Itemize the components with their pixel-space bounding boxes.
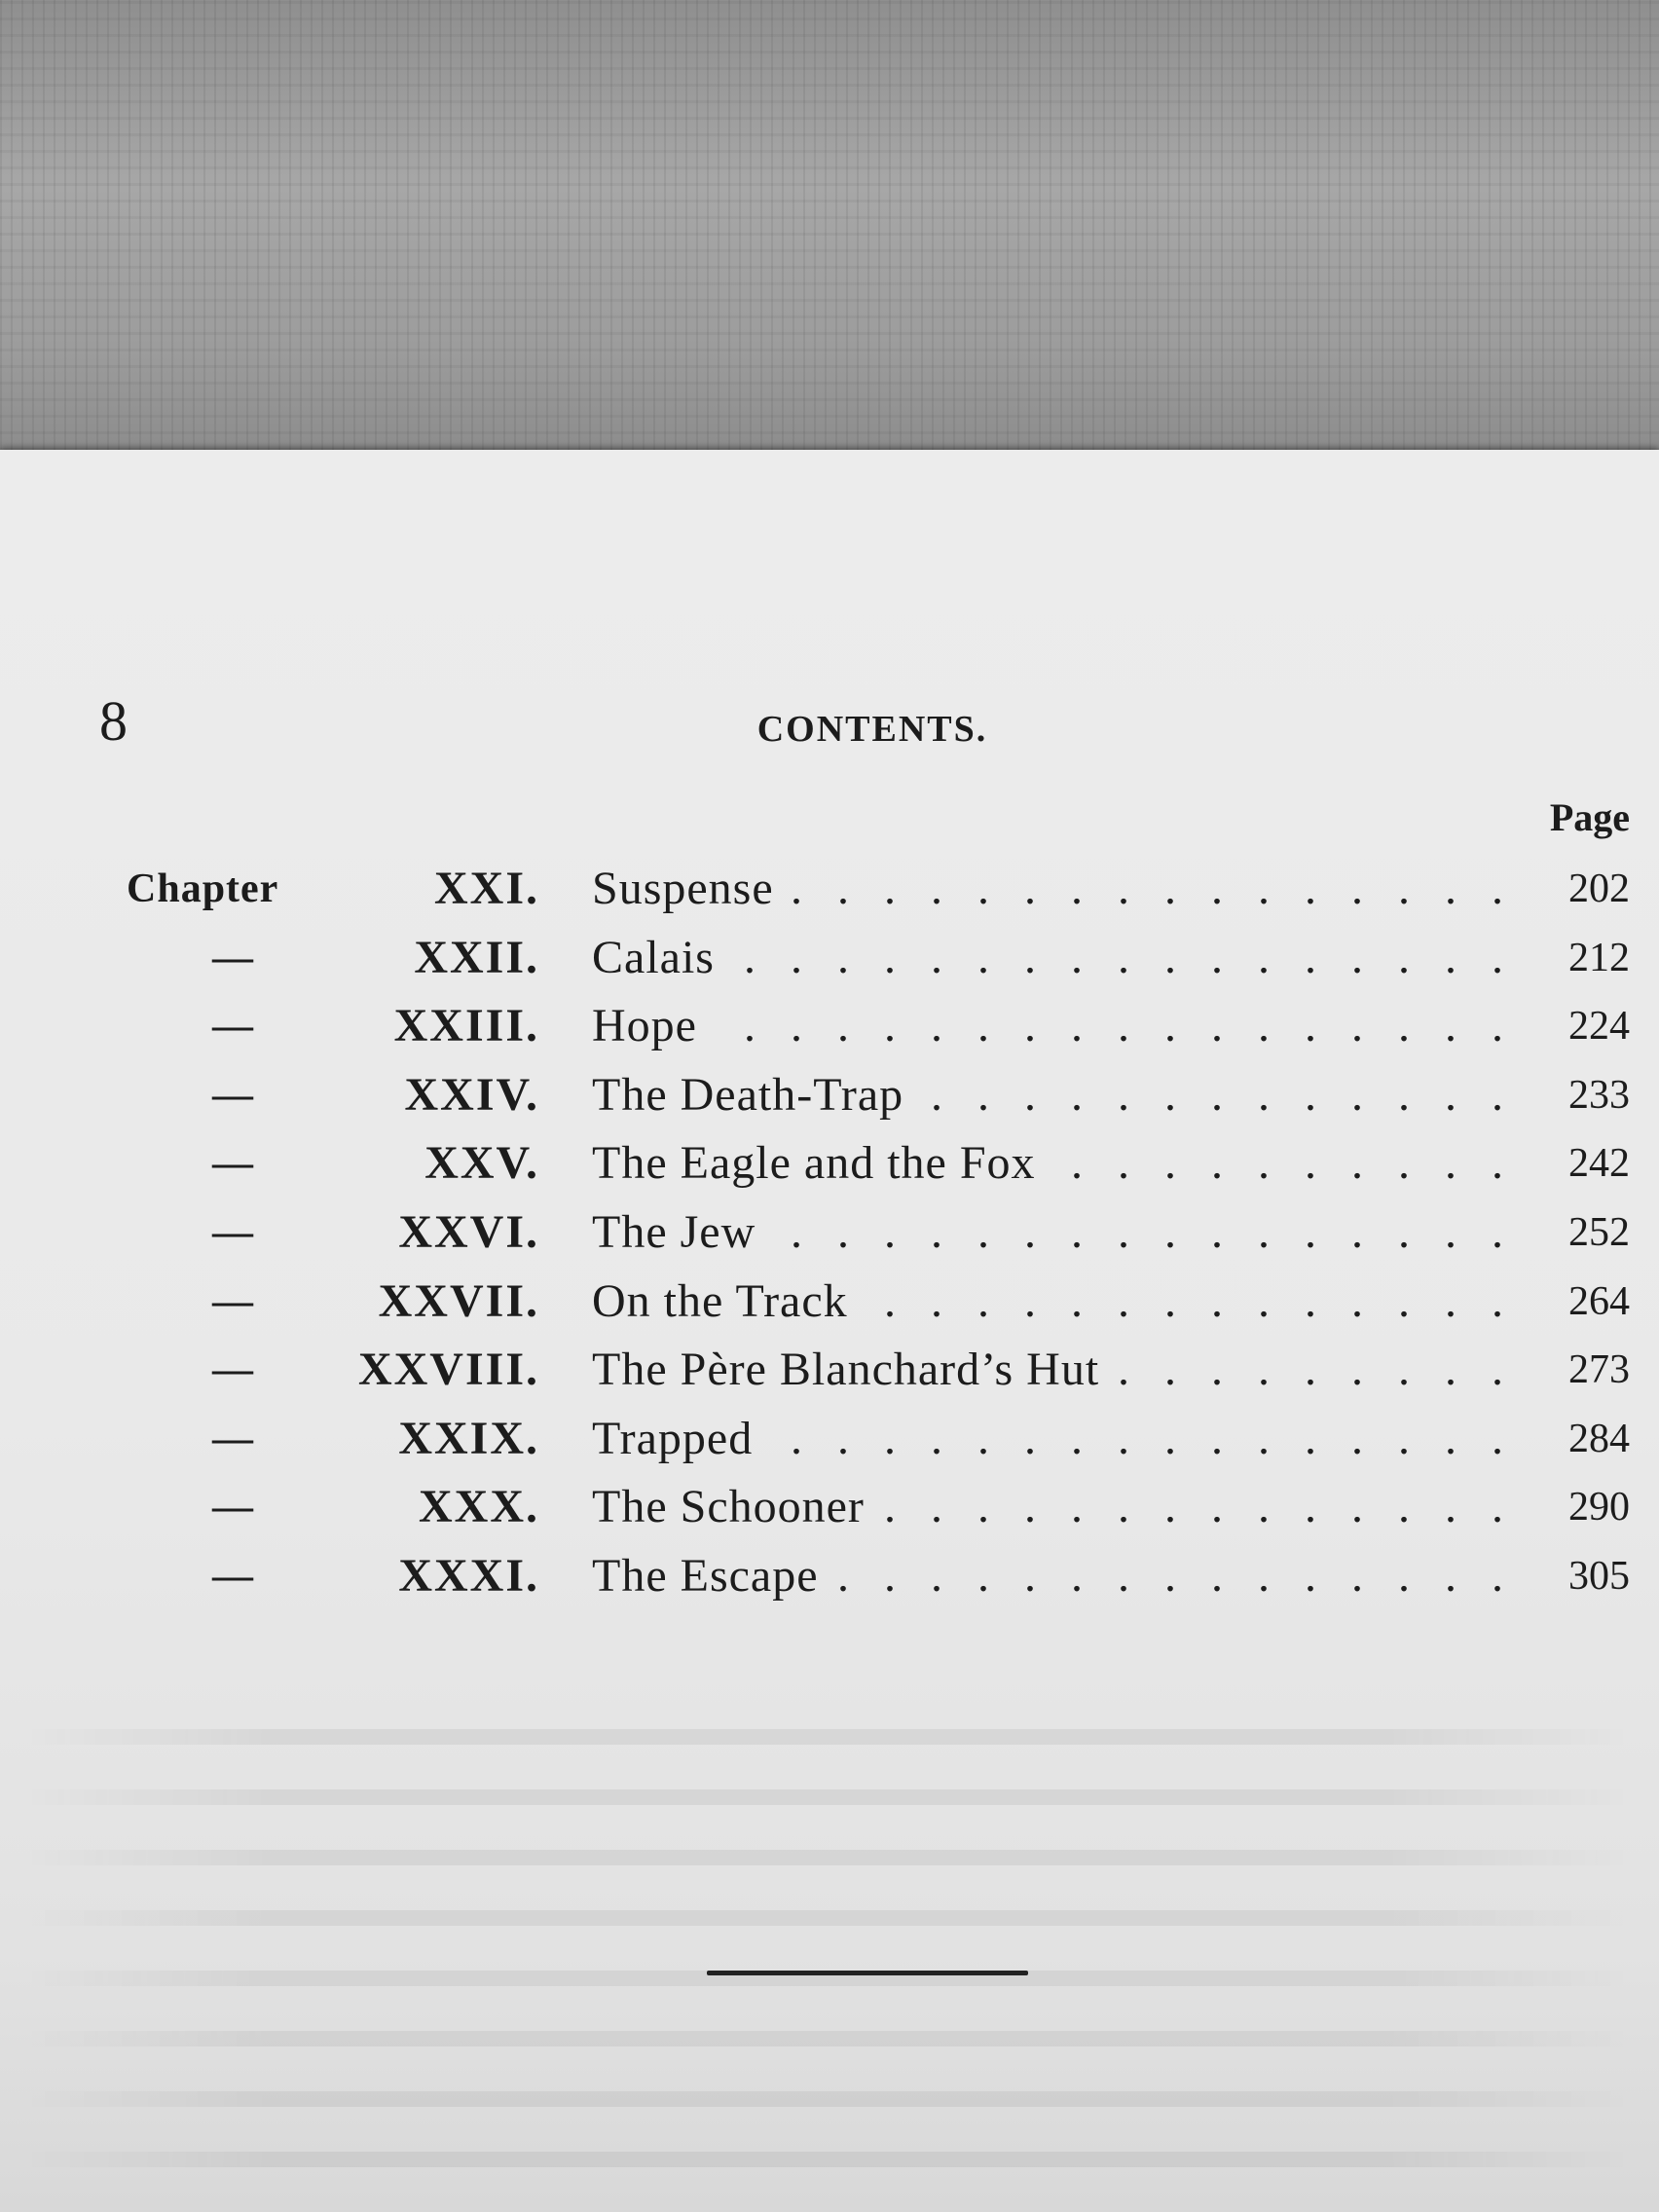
chapter-numeral: XXVIII. (357, 1344, 539, 1396)
chapter-title-line (592, 1061, 1503, 1129)
dot-leader (788, 855, 1503, 923)
toc-label: — (212, 1485, 254, 1530)
toc-label: — (212, 1347, 254, 1393)
page-ref: 305 (1568, 1553, 1630, 1599)
toc-label: — (212, 1278, 254, 1324)
toc-row (0, 1129, 1659, 1198)
chapter-title: On the Track (592, 1274, 848, 1327)
chapter-title-line (592, 855, 1503, 923)
toc-label: — (212, 1553, 254, 1599)
page-ref: 264 (1568, 1278, 1630, 1324)
background-texture (0, 0, 1659, 467)
page-ref: 290 (1568, 1485, 1630, 1530)
chapter-title-line (592, 1473, 1503, 1541)
toc-row (0, 1268, 1659, 1337)
chapter-title: The Schooner (592, 1481, 865, 1533)
chapter-numeral: XXIII. (393, 1000, 539, 1052)
page-column-heading: Page (1549, 795, 1630, 839)
chapter-numeral: XXX. (419, 1481, 539, 1533)
chapter-title: Hope (592, 1000, 697, 1052)
toc-label: — (212, 1416, 254, 1461)
chapter-title: Suspense (592, 863, 774, 914)
chapter-title-line (592, 1542, 1503, 1610)
toc-label: — (212, 1004, 254, 1050)
dot-leader (1050, 1129, 1503, 1198)
chapter-numeral: XXV. (424, 1137, 539, 1190)
toc-row (0, 992, 1659, 1061)
chapter-numeral: XXIX. (398, 1412, 539, 1464)
dot-leader (728, 924, 1503, 992)
toc-label: Chapter (127, 866, 279, 911)
page-ref: 233 (1568, 1072, 1630, 1118)
chapter-title-line (592, 1129, 1503, 1198)
toc-row (0, 1061, 1659, 1130)
toc-label: — (212, 1209, 254, 1255)
chapter-title-line (592, 1405, 1503, 1473)
table-of-contents (0, 855, 1659, 1611)
toc-row (0, 924, 1659, 993)
chapter-title-line (592, 992, 1503, 1060)
dot-leader (769, 1198, 1503, 1267)
page-number: 8 (99, 689, 128, 753)
chapter-title-line (592, 1336, 1503, 1404)
page-ref: 202 (1568, 866, 1630, 911)
chapter-title: Trapped (592, 1412, 754, 1464)
chapter-numeral: XXI. (433, 863, 539, 914)
toc-row (0, 1473, 1659, 1542)
toc-label: — (212, 1141, 254, 1187)
toc-row (0, 855, 1659, 924)
show-through-text (19, 1684, 1636, 2210)
page-ref: 212 (1568, 935, 1630, 980)
dot-leader (862, 1268, 1503, 1336)
toc-row (0, 1198, 1659, 1268)
chapter-numeral: XXVII. (378, 1274, 539, 1327)
chapter-title: The Jew (592, 1205, 756, 1258)
dot-leader (832, 1542, 1503, 1610)
chapter-numeral: XXVI. (398, 1205, 539, 1258)
chapter-title: The Escape (592, 1549, 819, 1602)
chapter-numeral: XXXI. (398, 1549, 539, 1602)
chapter-title: The Eagle and the Fox (592, 1137, 1036, 1190)
page-ref: 284 (1568, 1416, 1630, 1461)
chapter-numeral: XXIV. (404, 1068, 539, 1121)
dot-leader (878, 1473, 1503, 1541)
toc-row (0, 1405, 1659, 1474)
closing-rule (707, 1971, 1028, 1975)
running-head: CONTENTS. (756, 709, 988, 750)
dot-leader (766, 1405, 1503, 1473)
page-ref: 224 (1568, 1004, 1630, 1050)
chapter-title: The Père Blanchard’s Hut (592, 1344, 1100, 1396)
page-ref: 252 (1568, 1209, 1630, 1255)
dot-leader (917, 1061, 1503, 1129)
chapter-title-line (592, 1198, 1503, 1267)
toc-row (0, 1336, 1659, 1405)
chapter-title-line (592, 1268, 1503, 1336)
toc-label: — (212, 1072, 254, 1118)
page-ref: 242 (1568, 1141, 1630, 1187)
toc-row (0, 1542, 1659, 1611)
page-ref: 273 (1568, 1347, 1630, 1393)
chapter-numeral: XXII. (414, 931, 539, 983)
chapter-title: Calais (592, 931, 715, 983)
dot-leader (1113, 1336, 1503, 1404)
dot-leader (711, 992, 1503, 1060)
chapter-title: The Death-Trap (592, 1068, 904, 1121)
toc-label: — (212, 935, 254, 980)
chapter-title-line (592, 924, 1503, 992)
